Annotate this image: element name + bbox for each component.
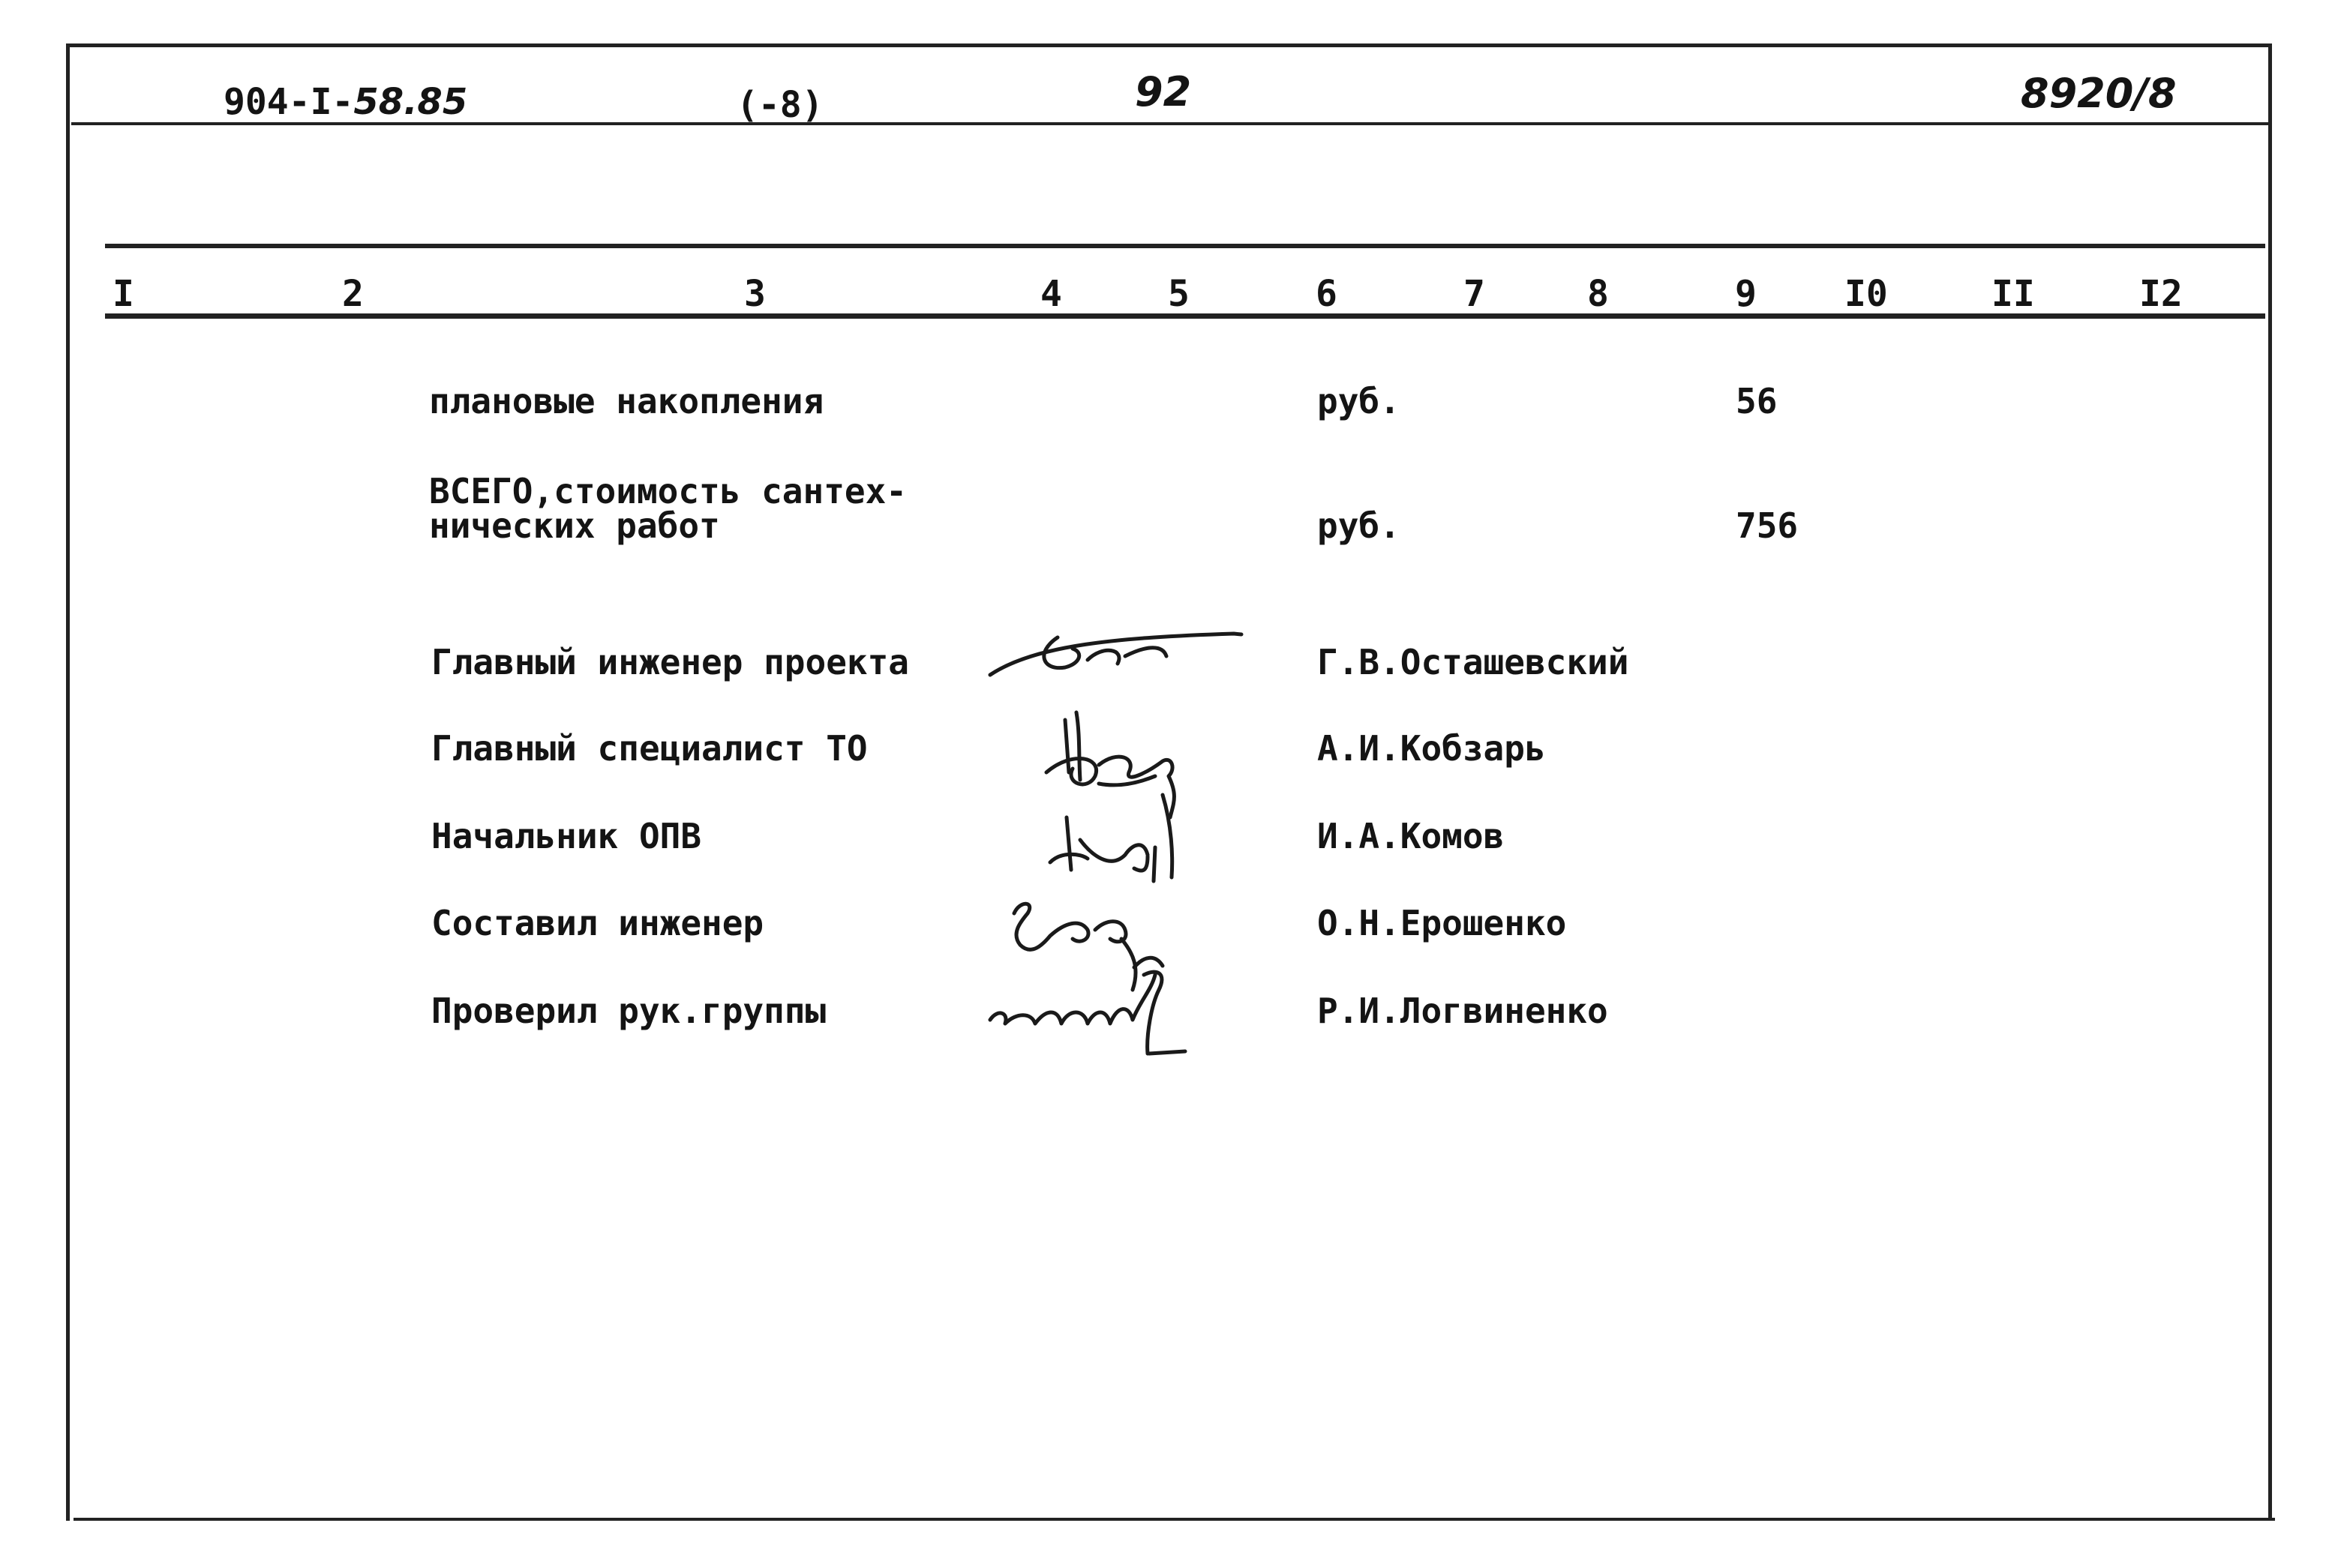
document-code-handwritten: 58.85 bbox=[353, 81, 468, 123]
registration-number: 8920/8 bbox=[2021, 70, 2177, 117]
row-value: 56 bbox=[1736, 381, 1778, 421]
signature-mark bbox=[1014, 904, 1163, 990]
handwritten-signatures bbox=[975, 615, 1275, 1065]
signatory-name: И.А.Комов bbox=[1317, 816, 1505, 856]
frame-top-border bbox=[66, 43, 2271, 47]
row-unit: руб. bbox=[1317, 505, 1400, 546]
signatory-position: Составил инженер bbox=[431, 903, 764, 943]
column-number: II bbox=[1991, 273, 2035, 315]
column-number: 7 bbox=[1463, 273, 1485, 315]
signatory-name: О.Н.Ерошенко bbox=[1317, 903, 1567, 943]
column-number: I bbox=[113, 273, 134, 315]
signatory-name: Г.В.Осташевский bbox=[1317, 642, 1629, 682]
sheet-code: (-8) bbox=[737, 84, 824, 126]
row-description-line-2: нических работ bbox=[429, 505, 720, 546]
signatory-name: А.И.Кобзарь bbox=[1317, 728, 1546, 769]
signatory-position: Главный инженер проекта bbox=[431, 642, 909, 682]
signatory-position: Главный специалист ТО bbox=[431, 728, 868, 769]
signatory-name: Р.И.Логвиненко bbox=[1317, 991, 1608, 1031]
signature-mark bbox=[990, 972, 1185, 1054]
column-number: 9 bbox=[1735, 273, 1757, 315]
frame-bottom-border bbox=[74, 1518, 2275, 1521]
frame-left-border bbox=[66, 43, 70, 1521]
column-number: I2 bbox=[2139, 273, 2183, 315]
column-number: 8 bbox=[1587, 273, 1609, 315]
frame-right-border bbox=[2268, 43, 2272, 1521]
signature-mark bbox=[1050, 795, 1172, 881]
row-description: плановые накопления bbox=[429, 381, 824, 421]
signatory-position: Проверил рук.группы bbox=[431, 991, 827, 1031]
column-number: 4 bbox=[1040, 273, 1062, 315]
column-number: 3 bbox=[744, 273, 766, 315]
document-code bbox=[224, 81, 468, 123]
row-value: 756 bbox=[1736, 505, 1799, 546]
table-header-top-rule bbox=[105, 244, 2265, 248]
signatory-position: Начальник ОПВ bbox=[431, 816, 702, 856]
column-number: 5 bbox=[1168, 273, 1190, 315]
page-number: 92 bbox=[1135, 68, 1192, 115]
signature-mark bbox=[990, 634, 1241, 675]
signature-mark bbox=[1046, 712, 1174, 817]
column-number: 2 bbox=[342, 273, 364, 315]
column-number: 6 bbox=[1316, 273, 1337, 315]
document-code-typed: 904-I- bbox=[224, 81, 354, 123]
row-description-line-1: ВСЕГО,стоимость сантех- bbox=[429, 471, 907, 511]
row-unit: руб. bbox=[1317, 381, 1400, 421]
column-number: I0 bbox=[1844, 273, 1888, 315]
